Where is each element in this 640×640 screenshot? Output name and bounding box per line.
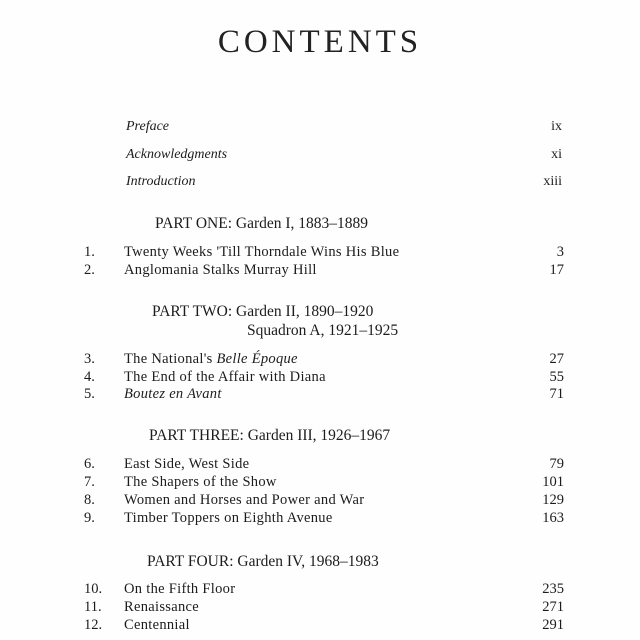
chapter-title-italic: Boutez en Avant xyxy=(124,386,222,402)
chapter-title: The End of the Affair with Diana xyxy=(124,369,326,385)
chapter-row xyxy=(84,369,564,387)
page-number: 101 xyxy=(542,474,564,490)
chapter-row xyxy=(84,617,564,635)
page-number: 291 xyxy=(542,617,564,633)
part-label: PART TWO xyxy=(152,303,228,320)
part-subtitle: : Garden IV, 1968–1983 xyxy=(229,553,379,570)
chapter-row xyxy=(84,351,564,369)
chapter-title: Twenty Weeks 'Till Thorndale Wins His Blue xyxy=(124,244,400,260)
chapter-title: Centennial xyxy=(124,617,190,633)
part-label: PART FOUR xyxy=(147,553,230,570)
chapter-number: 4. xyxy=(84,369,95,385)
chapter-number: 7. xyxy=(84,474,95,490)
part-two-subheading xyxy=(247,322,398,340)
part-subtitle: : Garden III, 1926–1967 xyxy=(239,427,391,444)
chapter-title xyxy=(124,386,222,403)
part-label: PART ONE xyxy=(155,215,228,232)
chapter-row xyxy=(84,474,564,492)
front-matter-acknowledgments xyxy=(126,147,562,167)
page-number: 129 xyxy=(542,492,564,508)
chapter-number: 8. xyxy=(84,492,95,508)
chapter-number: 2. xyxy=(84,262,95,278)
front-matter-label: Acknowledgments xyxy=(126,147,228,162)
chapter-number: 6. xyxy=(84,456,95,472)
part-label: PART THREE xyxy=(149,427,240,444)
page-number: 79 xyxy=(549,456,564,472)
chapter-number: 5. xyxy=(84,386,95,402)
page-number: xiii xyxy=(543,174,562,189)
front-matter-introduction xyxy=(126,174,562,194)
chapter-row xyxy=(84,456,564,474)
chapter-title: East Side, West Side xyxy=(124,456,250,472)
chapter-row xyxy=(84,510,564,528)
chapter-title-italic: Belle Époque xyxy=(216,351,298,367)
page-number: 71 xyxy=(549,386,564,402)
chapter-number: 1. xyxy=(84,244,95,260)
chapter-title: Timber Toppers on Eighth Avenue xyxy=(124,510,333,526)
chapter-title: Anglomania Stalks Murray Hill xyxy=(124,262,317,278)
chapter-number: 10. xyxy=(84,581,103,597)
part-three-heading xyxy=(149,427,390,445)
page-number: ix xyxy=(551,119,562,134)
front-matter-label: Introduction xyxy=(126,174,196,189)
chapter-number: 12. xyxy=(84,617,103,633)
page-number: 3 xyxy=(556,244,564,260)
chapter-row xyxy=(84,599,564,617)
chapter-title: Women and Horses and Power and War xyxy=(124,492,365,508)
page-number: 27 xyxy=(549,351,564,367)
chapter-row xyxy=(84,244,564,262)
part-subtitle: : Garden II, 1890–1920 xyxy=(227,303,374,320)
chapter-row xyxy=(84,386,564,404)
page-number: 55 xyxy=(549,369,564,385)
chapter-title xyxy=(124,351,298,368)
page-title: CONTENTS xyxy=(217,24,423,61)
front-matter-label: Preface xyxy=(126,119,170,134)
page-number: 17 xyxy=(549,262,564,278)
page-number: 271 xyxy=(542,599,564,615)
part-subtitle: : Garden I, 1883–1889 xyxy=(227,215,369,232)
chapter-row xyxy=(84,262,564,280)
chapter-title-prefix: The National's xyxy=(124,351,217,367)
chapter-number: 3. xyxy=(84,351,95,367)
page-number: xi xyxy=(551,147,562,162)
part-two-heading xyxy=(152,303,373,321)
chapter-number: 11. xyxy=(84,599,102,615)
chapter-title: On the Fifth Floor xyxy=(124,581,236,597)
front-matter-preface xyxy=(126,119,562,139)
chapter-number: 9. xyxy=(84,510,95,526)
page-number: 235 xyxy=(542,581,564,597)
part-four-heading xyxy=(147,553,379,571)
chapter-row xyxy=(84,492,564,510)
part-subtitle-2: Squadron A, 1921–1925 xyxy=(247,322,399,339)
page-number: 163 xyxy=(542,510,564,526)
part-one-heading xyxy=(155,215,368,233)
chapter-row xyxy=(84,581,564,599)
chapter-title: The Shapers of the Show xyxy=(124,474,277,490)
chapter-title: Renaissance xyxy=(124,599,199,615)
